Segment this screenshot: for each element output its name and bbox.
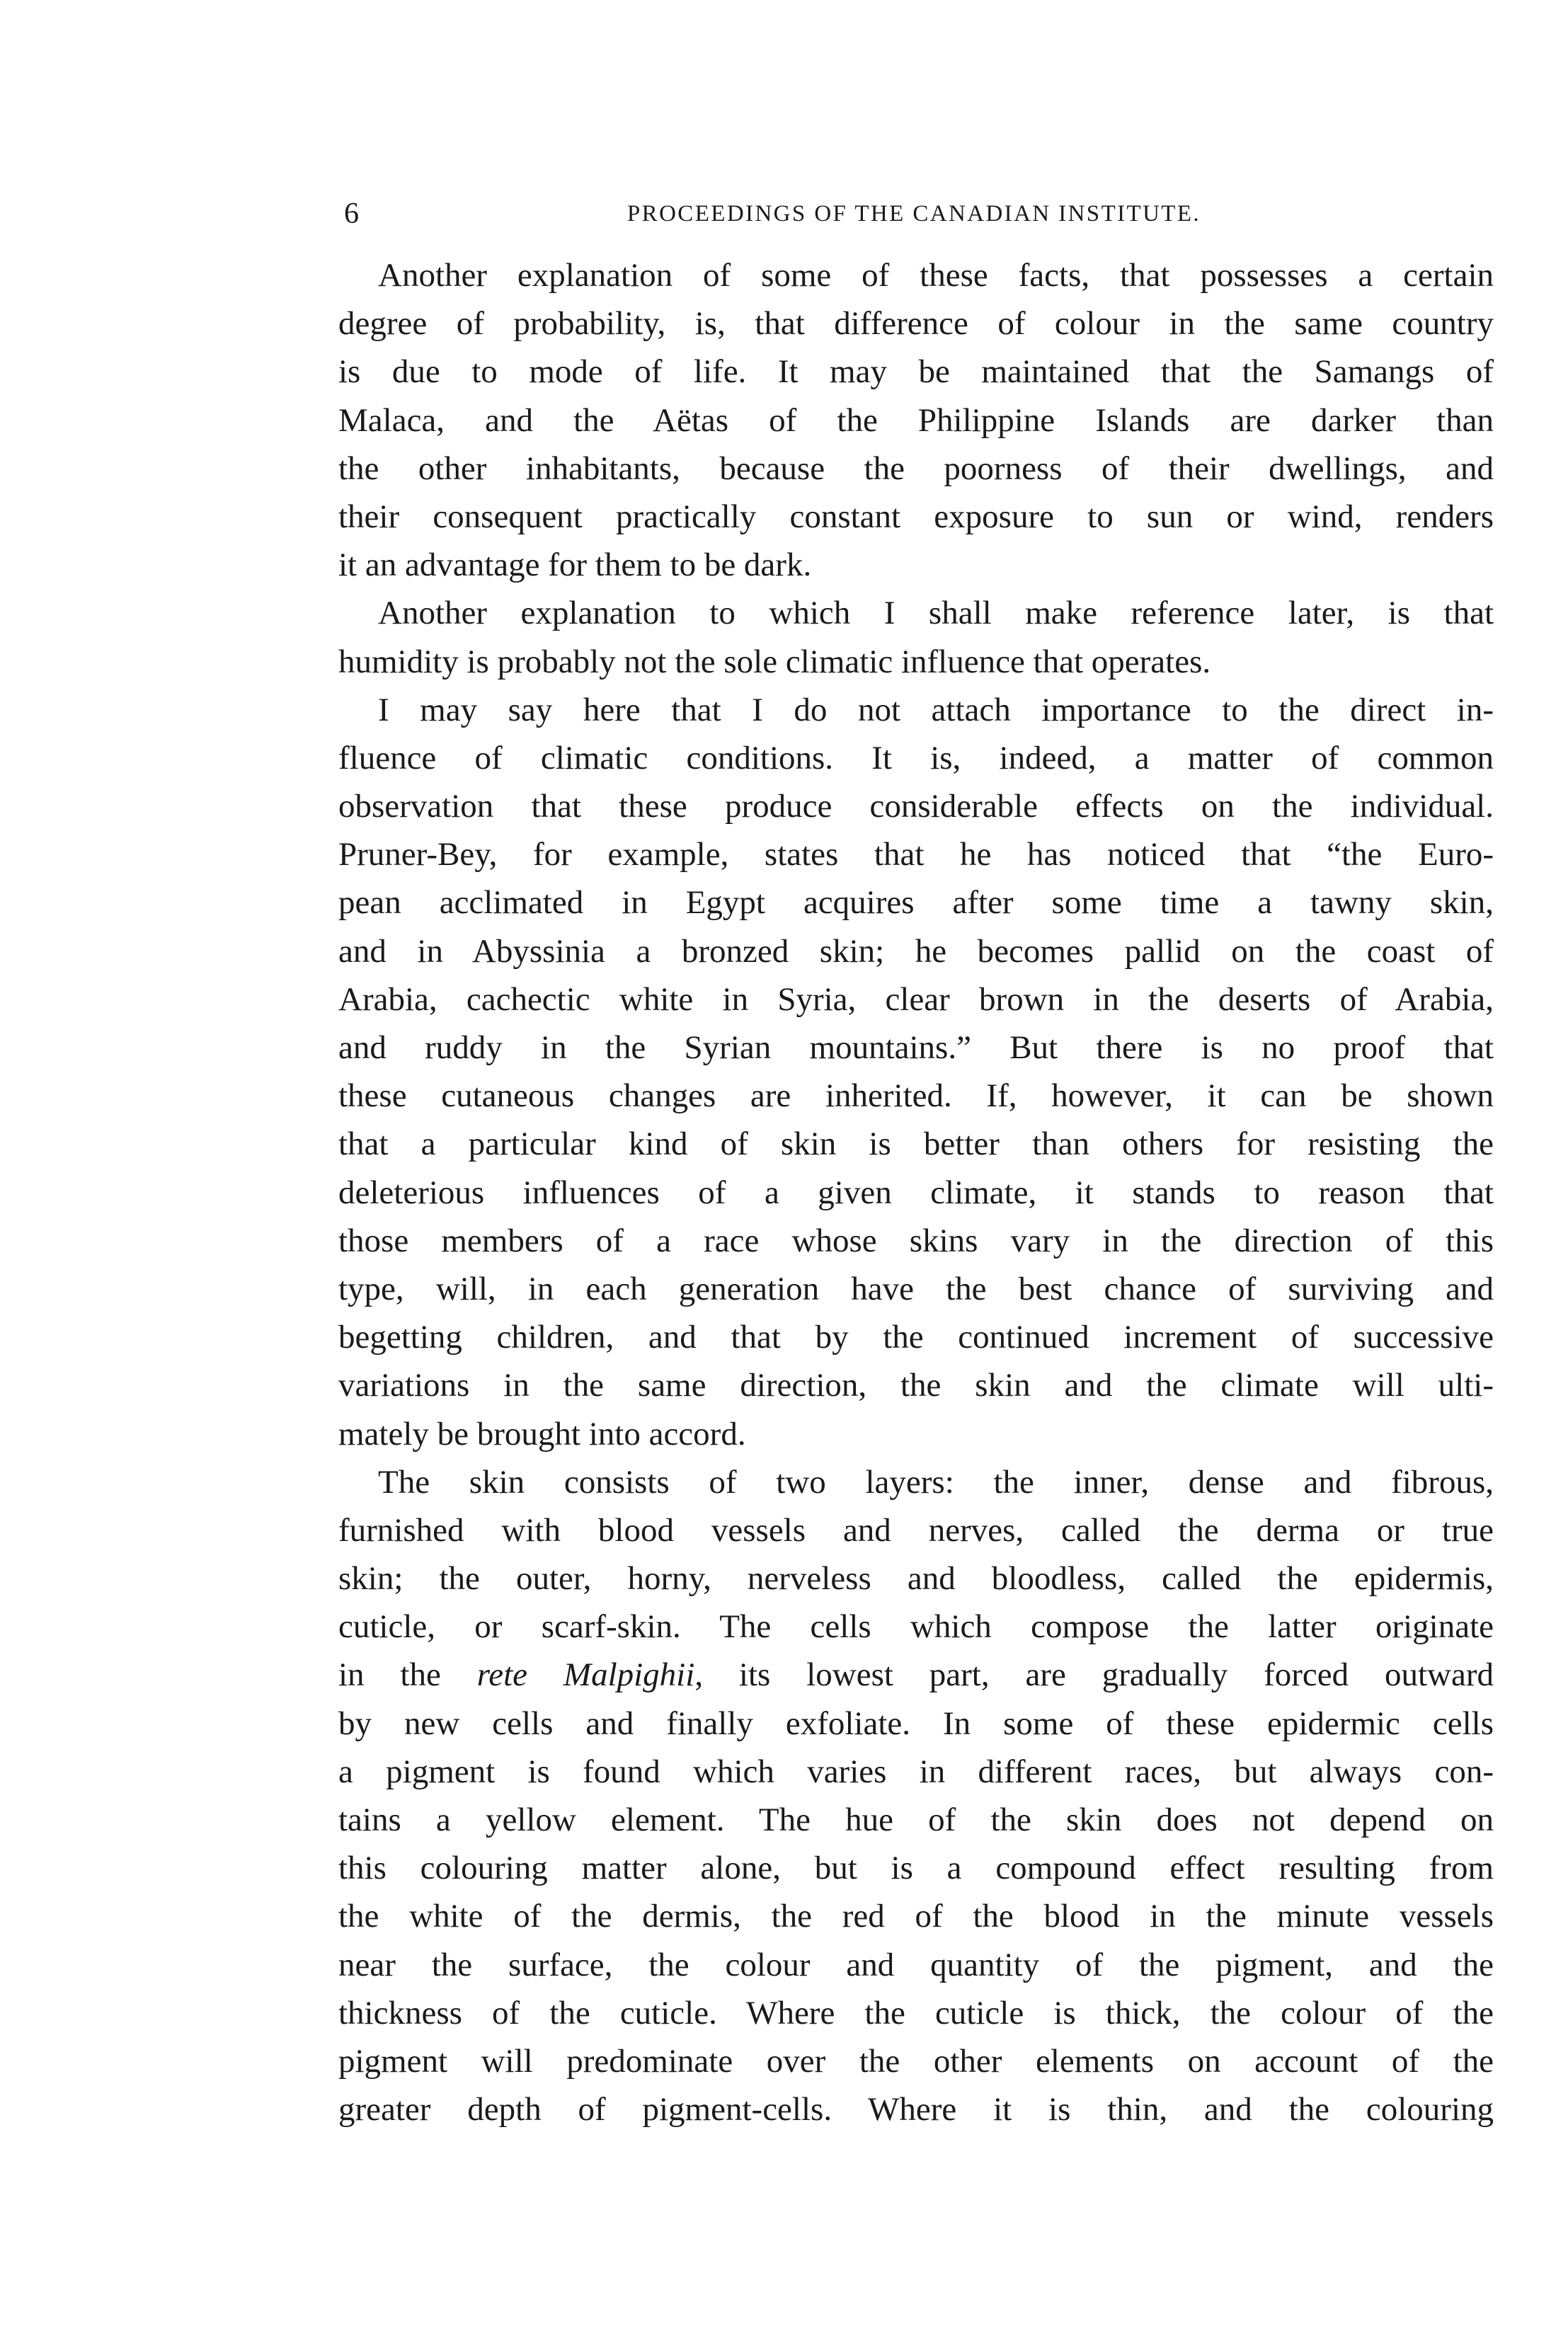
text-line: humidity is probably not the sole climatic influence that operates. — [338, 643, 1211, 680]
text-line: pigment will predominate over the other elements on account of the — [338, 2042, 1494, 2080]
text-line: I may say here that I do not attach importance to the direct in- — [378, 691, 1494, 728]
text-line: observation that these produce considerable effects on the individual. — [338, 788, 1494, 825]
text-line: and in Abyssinia a bronzed skin; he becomes pallid on the coast of — [338, 932, 1494, 970]
text-line: near the surface, the colour and quantity of the pigment, and the — [338, 1946, 1494, 1983]
text-line: mately be brought into accord. — [338, 1415, 746, 1453]
text-line: those members of a race whose skins vary in the direction of this — [338, 1222, 1494, 1259]
text-line: that a particular kind of skin is better than others for resisting the — [338, 1125, 1494, 1163]
text-line: and ruddy in the Syrian mountains.” But there is no proof that — [338, 1029, 1494, 1066]
text-line: greater depth of pigment-cells. Where it is thin, and the colouring — [338, 2091, 1494, 2129]
text-line: type, will, in each generation have the best chance of surviving and — [338, 1270, 1494, 1307]
italic-term: rete Malpighii — [476, 1656, 695, 1694]
text-line: skin; the outer, horny, nerveless and bloodless, called the epidermis, — [338, 1560, 1494, 1598]
text-line: Arabia, cachectic white in Syria, clear brown in the deserts of Arabia, — [338, 980, 1494, 1018]
text-line: Malaca, and the Aëtas of the Philippine Islands are darker than — [338, 401, 1494, 439]
text-line: tains a yellow element. The hue of the skin does not depend on — [338, 1801, 1494, 1838]
body-text — [338, 251, 1494, 2133]
text-line: The skin consists of two layers: the inner, dense and fibrous, — [378, 1463, 1494, 1501]
text-line: fluence of climatic conditions. It is, indeed, a matter of common — [338, 739, 1494, 777]
text-line: begetting children, and that by the continued increment of successive — [338, 1319, 1494, 1356]
text-line: furnished with blood vessels and nerves, called the derma or true — [338, 1511, 1494, 1549]
text-line: is due to mode of life. It may be maintained that the Samangs of — [338, 353, 1494, 391]
text-line: by new cells and finally exfoliate. In some of these epidermic cells — [338, 1705, 1494, 1742]
running-head: PROCEEDINGS OF THE CANADIAN INSTITUTE. — [626, 201, 1201, 227]
paragraph — [338, 686, 1494, 1458]
text-line: degree of probability, is, that difference of colour in the same country — [338, 305, 1494, 343]
paragraph — [338, 1458, 1494, 2134]
text-line: Another explanation of some of these facts, that possesses a certain — [378, 257, 1494, 294]
text-line: the other inhabitants, because the poorness of their dwellings, and — [338, 449, 1494, 487]
text-line: Another explanation to which I shall make reference later, is that — [378, 595, 1494, 632]
text-line: these cutaneous changes are inherited. If, however, it can be shown — [338, 1077, 1494, 1115]
text-line: variations in the same direction, the skin and the climate will ulti- — [338, 1367, 1494, 1404]
paragraph — [338, 589, 1494, 685]
text-line: the white of the dermis, the red of the blood in the minute vessels — [338, 1898, 1494, 1935]
text-line: thickness of the cuticle. Where the cuticle is thick, the colour of the — [338, 1994, 1494, 2032]
text-line: a pigment is found which varies in different races, but always con- — [338, 1753, 1494, 1790]
page-header — [344, 193, 1484, 235]
text-line: it an advantage for them to be dark. — [338, 546, 812, 584]
text-line: cuticle, or scarf-skin. The cells which compose the latter originate — [338, 1608, 1494, 1646]
text-line: this colouring matter alone, but is a compound effect resulting from — [338, 1850, 1494, 1887]
text-line: Pruner-Bey, for example, states that he has noticed that “the Euro- — [338, 836, 1494, 873]
text-line: pean acclimated in Egypt acquires after some time a tawny skin, — [338, 884, 1494, 922]
text-line: deleterious influences of a given climate, it stands to reason that — [338, 1174, 1494, 1211]
paragraph — [338, 251, 1494, 589]
text-line: their consequent practically constant exposure to sun or wind, renders — [338, 498, 1494, 535]
text-line: in the rete Malpighii, its lowest part, are gradually forced outward — [338, 1656, 1494, 1694]
page-number: 6 — [344, 197, 359, 230]
